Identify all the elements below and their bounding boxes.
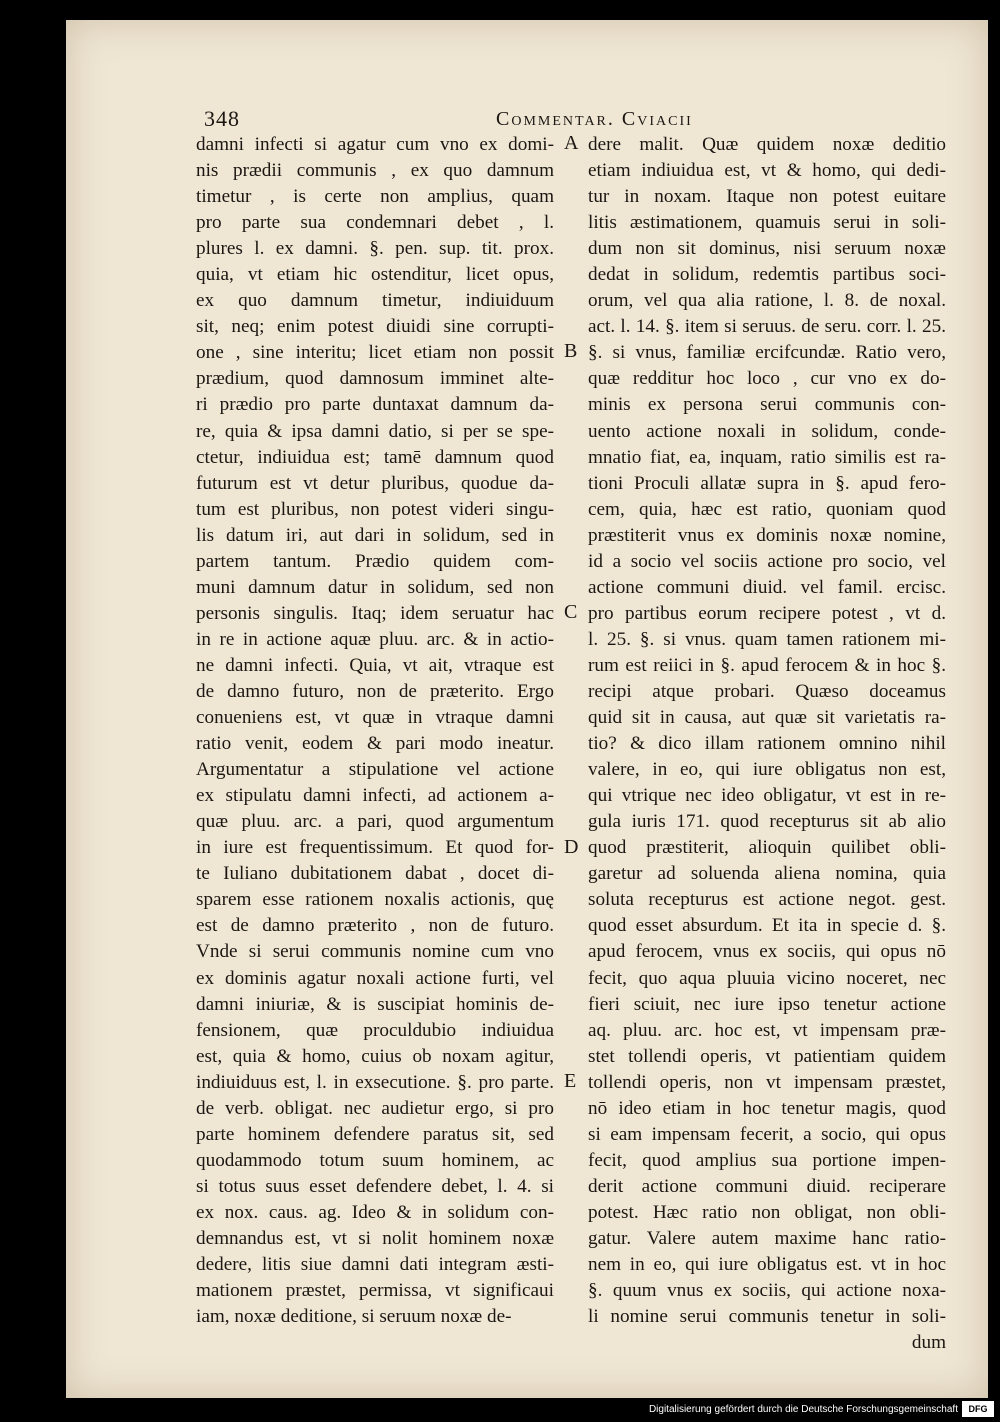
right-column-line: qui vtrique nec ideo obligatur, vt est in re- [588,785,946,807]
right-column-line: fecit, quo aqua pluuia vicino noceret, nec [588,967,946,989]
left-column-line: est de damno præterito , non de futuro. [196,915,554,937]
right-column-line: quid sit in causa, aut quæ sit varietatis ra- [588,707,946,729]
right-column-line: potest. Hæc ratio non obligat, non obli- [588,1201,946,1223]
left-column-line: in re in actione aquæ pluu. arc. & in actio- [196,628,554,650]
left-column-line: Vnde si serui communis nomine cum vno [196,941,554,963]
right-column-line: minis ex persona serui communis con- [588,394,946,416]
page-number: 348 [204,106,240,131]
left-column-line: quia, vt etiam hic ostenditur, licet opus, [196,264,554,286]
left-column-line: futurum est vt detur pluribus, quodue da- [196,472,554,494]
running-title: Commentar. Cviacii [496,108,693,130]
margin-letter-a: A [564,132,579,154]
left-column-line: ne damni infecti. Quia, vt ait, vtraque est [196,654,554,676]
right-column-line: §. si vnus, familiæ ercifcundæ. Ratio vero, [588,342,946,364]
left-column-line: timetur , is certe non amplius, quam [196,186,554,208]
right-column-line: cem, quia, hæc est ratio, quoniam quod [588,498,946,520]
left-column-line: damni iniuriæ, & is suscipiat hominis de- [196,993,554,1015]
margin-letter-c: C [564,601,578,623]
left-column-line: prædium, quod damnosum imminet alte- [196,368,554,390]
right-column-line: nem in eo, qui iure obligatus est. vt in hoc [588,1254,946,1276]
left-column-line: de verb. obligat. nec audietur ergo, si pro [196,1097,554,1119]
left-column-line: re, quia & ipsa damni datio, si per se spe- [196,420,554,442]
right-column-line: recipi atque probari. Quæso doceamus [588,680,946,702]
right-column-line: garetur ad soluenda aliena nomina, quia [588,863,946,885]
left-column-line: quæ pluu. arc. a pari, quod argumentum [196,811,554,833]
left-text-column [196,132,554,1330]
right-column-line: etiam indiuidua est, vt & homo, qui dedi- [588,160,946,182]
right-column-line: dere malit. Quæ quidem noxæ deditio [588,134,946,155]
margin-letter-d: D [564,836,579,858]
left-column-line: ri prædio pro parte duntaxat damnum da- [196,394,554,416]
right-column-line: litis æstimationem, quamuis serui in soli- [588,212,946,234]
left-column-line: demnandus est, vt si nolit hominem noxæ [196,1227,554,1249]
right-column-line: si eam impensam fecerit, a socio, qui opus [588,1123,946,1145]
left-column-line: personis singulis. Itaq; idem seruatur hac [196,602,554,624]
right-column-line: §. quum vnus ex sociis, qui actione noxa- [588,1280,946,1302]
right-column-line: pro partibus eorum recipere potest , vt d. [588,602,946,624]
right-text-column [588,132,946,1356]
left-column-line: partem tantum. Prædio quidem com- [196,550,554,572]
right-column-line: apud ferocem, vnus ex sociis, qui opus nō [588,941,946,963]
left-column-line: plures l. ex damni. §. pen. sup. tit. prox. [196,238,554,260]
left-column-line: lis datum iri, aut dari in solidum, sed in [196,524,554,546]
left-column-line: de damno futuro, non de præterito. Ergo [196,680,554,702]
left-column-line: ratio venit, eodem & pari modo ineatur. [196,733,554,755]
left-column-line: indiuiduus est, l. in exsecutione. §. pro parte. [196,1071,554,1093]
left-column-line: mationem præstet, permissa, vt significaui [196,1280,554,1302]
right-column-line: actione communi diuid. vel famil. ercisc. [588,576,946,598]
right-column-line: quod esset absurdum. Et ita in specie d. §. [588,915,946,937]
right-column-line: derit actione communi diuid. reciperare [588,1175,946,1197]
left-column-line: iam, noxæ deditione, si seruum noxæ de- [196,1306,512,1328]
right-column-line: li nomine serui communis tenetur in soli- [588,1306,946,1328]
left-column-line: sit, neq; enim potest diuidi sine corrupti- [196,316,554,338]
right-column-line: l. 25. §. si vnus. quam tamen rationem mi- [588,628,946,650]
right-column-line: gatur. Valere autem maxime hanc ratio- [588,1227,946,1249]
right-column-line: mnatio fiat, ea, inquam, ratio similis est ra- [588,446,946,468]
left-column-line: damni infecti si agatur cum vno ex domi- [196,134,554,155]
right-column-line: tio? & dico illam rationem omnino nihil [588,733,946,755]
left-column-line: Argumentatur a stipulatione vel actione [196,759,554,781]
left-column-line: est, quia & homo, cuius ob noxam agitur, [196,1045,554,1067]
right-column-line: uento actione noxali in solidum, conde- [588,420,946,442]
margin-letter-b: B [564,340,578,362]
left-column-line: conueniens est, vt quæ in vtraque damni [196,707,554,729]
left-column-line: muni damnum datur in solidum, sed non [196,576,554,598]
right-column-line: dum [911,1332,946,1354]
right-column-line: act. l. 14. §. item si seruus. de seru. corr. l. 25. [588,316,946,338]
right-column-line: tollendi operis, non vt impensam præstet, [588,1071,946,1093]
left-column-line: fensionem, quæ proculdubio indiuidua [196,1019,554,1041]
left-column-line: si totus suus esset defendere debet, l. 4. si [196,1175,554,1197]
left-column-line: ctetur, indiuidua est; tamē damnum quod [196,446,554,468]
right-column-line: orum, vel qua alia ratione, l. 8. de noxal. [588,290,946,312]
left-column-line: te Iuliano dubitationem dabat , docet di- [196,863,554,885]
right-column-line: aq. pluu. arc. hoc est, vt impensam præ- [588,1019,946,1041]
left-column-line: ex dominis agatur noxali actione furti, vel [196,967,554,989]
right-column-line: valere, in eo, qui iure obligatus non est, [588,759,946,781]
left-column-line: one , sine interitu; licet etiam non possit [196,342,554,364]
left-column-line: in iure est frequentissimum. Et quod for- [196,837,554,859]
right-column-line: fieri sciuit, nec iure ipso tenetur actione [588,993,946,1015]
right-column-line: nō ideo etiam in hoc tenetur magis, quod [588,1097,946,1119]
right-column-line: gula iuris 171. quod recepturus sit ab alio [588,811,946,833]
funding-credit: Digitalisierung gefördert durch die Deutsche Forschungsgemeinschaft [648,1404,958,1415]
right-column-line: quod præstiterit, alioquin quilibet obli- [588,837,946,859]
right-column-line: dedat in solidum, redemtis partibus soci- [588,264,946,286]
left-column-line: ex quo damnum timetur, indiuiduum [196,290,554,312]
right-column-line: tur in noxam. Itaque non potest euitare [588,186,946,208]
left-column-line: parte hominem defendere paratus sit, sed [196,1123,554,1145]
left-column-line: dedere, litis siue damni dati integram æsti- [196,1254,554,1276]
left-column-line: tum est pluribus, non potest videri singu- [196,498,554,520]
right-column-line: fecit, quod amplius sua portione impen- [588,1149,946,1171]
right-column-line: stet tollendi operis, vt patientiam quidem [588,1045,946,1067]
left-column-line: ex nox. caus. ag. Ideo & in solidum con- [196,1201,554,1223]
left-column-line: ex stipulatu damni infecti, ad actionem a- [196,785,554,807]
footer-bar [0,1398,1000,1422]
right-column-line: quæ redditur hoc loco , cur vno ex do- [588,368,946,390]
right-column-line: id a socio vel sociis actione pro socio, vel [588,550,946,572]
right-column-line: præstiterit vnus ex dominis noxæ nomine, [588,524,946,546]
right-column-line: tioni Proculi allatæ supra in §. apud fero- [588,472,946,494]
right-column-line: rum est reiici in §. apud ferocem & in hoc §. [588,654,946,676]
left-column-line: sparem esse rationem noxalis actionis, quę [196,889,554,911]
left-column-line: quodammodo totum suum hominem, ac [196,1149,554,1171]
dfg-logo-icon: DFG [962,1401,994,1417]
left-column-line: pro parte sua condemnari debet , l. [196,212,554,234]
left-column-line: nis prædii communis , ex quo damnum [196,160,554,182]
margin-letter-e: E [564,1070,577,1092]
right-column-line: dum non sit dominus, nisi seruum noxæ [588,238,946,260]
right-column-line: soluta recepturus est actione negot. gest. [588,889,946,911]
